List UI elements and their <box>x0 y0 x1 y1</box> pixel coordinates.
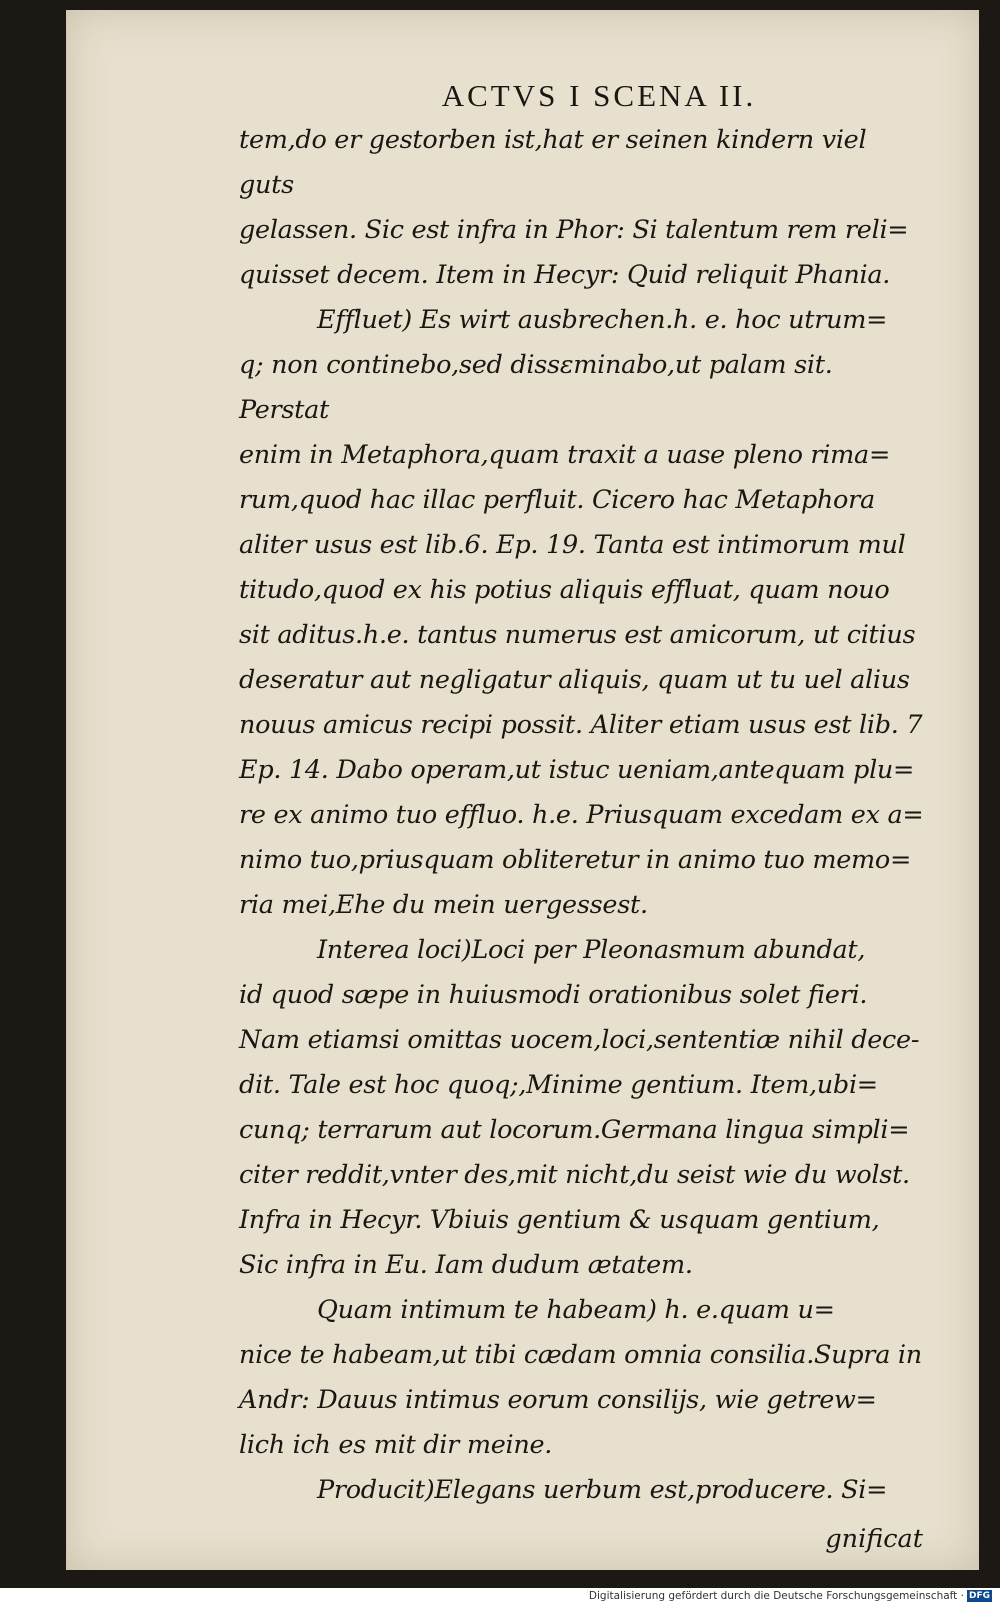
text-line: Andr: Dauus intimus eorum consilijs, wie getrew= <box>239 1385 877 1415</box>
text-line: quisset decem. Item in Hecyr: Quid reliquit Phania. <box>239 260 891 290</box>
text-line: Ep. 14. Dabo operam,ut istuc ueniam,antequam plu= <box>239 755 915 785</box>
dfg-logo: DFG <box>968 1591 990 1601</box>
text-line: nimo tuo,priusquam obliteretur in animo tuo memo= <box>239 845 912 875</box>
text-line: re ex animo tuo effluo. h.e. Priusquam excedam ex a= <box>239 800 924 830</box>
text-line: cunq; terrarum aut locorum.Germana lingua simpli= <box>239 1115 910 1145</box>
text-line: rum,quod hac illac perfluit. Cicero hac Metaphora <box>239 485 875 515</box>
text-line: gelassen. Sic est infra in Phor: Si talentum rem reli= <box>239 215 909 245</box>
text-line: tem,do er gestorben ist,hat er seinen kindern viel guts <box>239 125 867 200</box>
text-line: Producit)Elegans uerbum est,producere. Si= <box>317 1475 888 1505</box>
text-line: dit. Tale est hoc quoq;,Minime gentium. Item,ubi= <box>239 1070 878 1100</box>
running-head: ACTVS I SCENA II. <box>441 78 757 113</box>
text-line: deseratur aut negligatur aliquis, quam ut tu uel alius <box>239 665 910 695</box>
text-block <box>239 118 929 1513</box>
text-line: ria mei,Ehe du mein uergessest. <box>239 890 648 920</box>
text-line: Sic infra in Eu. Iam dudum ætatem. <box>239 1250 693 1280</box>
text-line: Infra in Hecyr. Vbiuis gentium & usquam gentium, <box>239 1205 880 1235</box>
text-line: enim in Metaphora,quam traxit a uase pleno rima= <box>239 440 891 470</box>
text-line: Quam intimum te habeam) h. e.quam u= <box>317 1295 835 1325</box>
digitization-credit <box>589 1590 992 1602</box>
text-line: id quod sæpe in huiusmodi orationibus solet fieri. <box>239 980 868 1010</box>
catchword: gnificat <box>825 1524 923 1554</box>
credit-text: Digitalisierung gefördert durch die Deutsche Forschungsgemeinschaft · <box>588 1590 964 1602</box>
text-line: citer reddit,vnter des,mit nicht,du seist wie du wolst. <box>239 1160 910 1190</box>
text-line: Effluet) Es wirt ausbrechen.h. e. hoc utrum= <box>317 305 888 335</box>
text-line: sit aditus.h.e. tantus numerus est amicorum, ut citius <box>239 620 916 650</box>
page-content <box>239 78 929 1559</box>
text-line: lich ich es mit dir meine. <box>239 1430 553 1460</box>
text-line: Nam etiamsi omittas uocem,loci,sententiæ nihil dece- <box>239 1025 920 1055</box>
text-line: q; non continebo,sed dissεminabo,ut palam sit. Perstat <box>239 350 833 425</box>
text-line: titudo,quod ex his potius aliquis effluat, quam nouo <box>239 575 890 605</box>
text-line: aliter usus est lib.6. Ep. 19. Tanta est intimorum mul <box>239 530 906 560</box>
text-line: nouus amicus recipi possit. Aliter etiam usus est lib. 7 <box>239 710 923 740</box>
text-line: nice te habeam,ut tibi cædam omnia consilia.Supra in <box>239 1340 922 1370</box>
book-page <box>66 10 979 1570</box>
text-line: Interea loci)Loci per Pleonasmum abundat, <box>317 935 866 965</box>
